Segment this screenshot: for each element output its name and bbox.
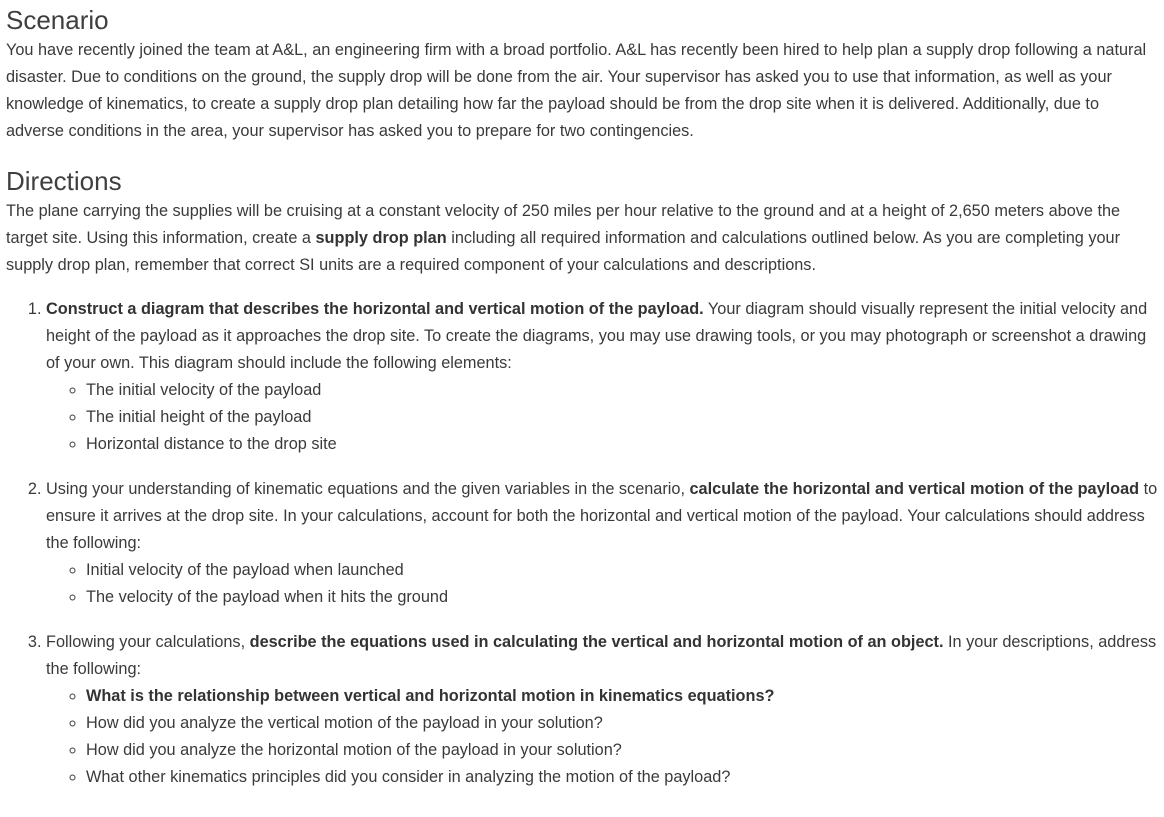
step-3-bullet-bold: What is the relationship between vertical and horizontal motion in kinematics equations? xyxy=(86,687,775,705)
document-body xyxy=(0,3,1164,791)
step-1-bold: Construct a diagram that describes the horizontal and vertical motion of the payload. xyxy=(46,300,704,318)
list-item: ◦ The initial height of the payload xyxy=(86,404,1158,431)
steps-list xyxy=(6,296,1158,791)
list-item: ◦ Initial velocity of the payload when launched xyxy=(86,557,1158,584)
step-3-text-end: In your descriptions, address the following: xyxy=(46,633,1157,678)
step-3-bold: describe the equations used in calculating the vertical and horizontal motion of an object. xyxy=(249,633,944,651)
step-1 xyxy=(46,296,1158,458)
directions-intro-bold: supply drop plan xyxy=(315,229,447,247)
step-1-bullets xyxy=(46,377,1158,458)
scenario-text: You have recently joined the team at A&L, an engineering firm with a broad portfolio. A&L has recently been hired to help plan a supply drop following a natural disaster. Due to conditions on the ground, the supply drop will be done from the air. Your supervisor has asked you to use that information, as well as your knowledge of kinematics, to create a supply drop plan detailing how far the payload should be from the drop site when it is delivered. Additionally, due to adverse conditions in the area, your supervisor has asked you to prepare for two contingencies. xyxy=(6,41,1147,140)
step-3 xyxy=(46,629,1158,791)
list-item: ◦ How did you analyze the vertical motion of the payload in your solution? xyxy=(86,710,1158,737)
step-2-bullets xyxy=(46,557,1158,611)
scenario-heading: Scenario xyxy=(6,5,109,35)
step-3-bullets xyxy=(46,683,1158,791)
step-3-text-start: Following your calculations, xyxy=(46,633,250,651)
list-item: ◦ The initial velocity of the payload xyxy=(86,377,1158,404)
list-item: ◦ The velocity of the payload when it hits the ground xyxy=(86,584,1158,611)
directions-intro xyxy=(6,198,1158,279)
step-2-text-start: Using your understanding of kinematic equations and the given variables in the scenario, xyxy=(46,480,690,498)
directions-intro-start: The plane carrying the supplies will be cruising at a constant velocity of 250 miles per hour relative to the ground and at a height of 2,650 meters above the target site. Using this information, create a xyxy=(6,202,1121,247)
step-2 xyxy=(46,476,1158,611)
directions-intro-end: including all required information and calculations outlined below. As you are completing your supply drop plan, remember that correct SI units are a required component of your calculations and descriptions. xyxy=(6,229,1121,274)
list-item: ◦ How did you analyze the horizontal motion of the payload in your solution? xyxy=(86,737,1158,764)
list-item xyxy=(86,683,1158,710)
directions-heading: Directions xyxy=(6,166,122,196)
step-2-text-end: to ensure it arrives at the drop site. In your calculations, account for both the horizontal and vertical motion of the payload. Your calculations should address the following: xyxy=(46,480,1158,552)
step-1-text: Your diagram should visually represent the initial velocity and height of the payload as it approaches the drop site. To create the diagrams, you may use drawing tools, or you may photograph or screenshot a drawing of your own. This diagram should include the following elements: xyxy=(46,300,1148,372)
list-item: ◦ Horizontal distance to the drop site xyxy=(86,431,1158,458)
list-item: ◦ What other kinematics principles did you consider in analyzing the motion of the payload? xyxy=(86,764,1158,791)
step-2-bold: calculate the horizontal and vertical motion of the payload xyxy=(689,480,1140,498)
